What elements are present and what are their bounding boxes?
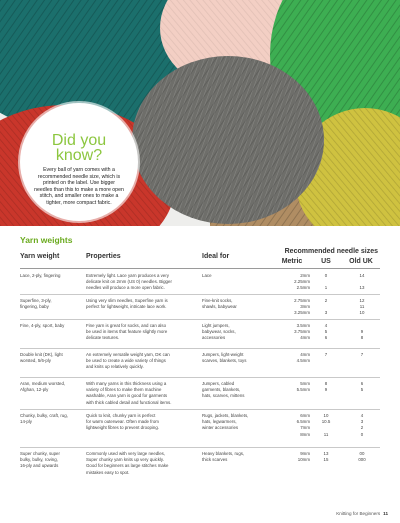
us-size-line: 15 [323, 457, 329, 463]
row-divider [20, 447, 380, 448]
yarn-type-line: Superfine, 3-ply, [20, 298, 52, 303]
metric-size-line: 5.5mm [296, 387, 310, 393]
properties-line: delicate textures. [86, 335, 120, 341]
uk-size-line: 00 [359, 451, 365, 456]
us-size-line: 13 [323, 451, 329, 456]
us-size-line: 8 [324, 381, 328, 386]
ideal-for-line: shawls, babywear [202, 304, 237, 310]
properties-line: mistakes easy to spot. [86, 469, 130, 475]
uk-size-line: 7 [360, 352, 364, 357]
properties-cell [86, 381, 198, 406]
us-size-line: 6 [324, 335, 328, 341]
ideal-for-line: garments, blankets, [202, 387, 241, 393]
properties-cell [86, 451, 198, 476]
us-size-line: 10.5 [321, 419, 331, 425]
us-size-line: 1 [324, 285, 328, 291]
row-divider [20, 348, 380, 349]
metric-size-cell [270, 413, 310, 438]
uk-size-cell [350, 381, 374, 393]
ideal-for-line: winter accessories [202, 425, 239, 431]
properties-line: for warm outerwear. Often made from [86, 419, 159, 425]
yarn-type-line: 14-ply [20, 419, 32, 425]
metric-size-cell [270, 381, 310, 393]
ideal-for-line: accessories [202, 335, 226, 341]
uk-size-line: 6 [360, 381, 364, 386]
properties-cell [86, 323, 198, 342]
us-size-line: 3 [324, 310, 328, 316]
yarn-type-cell [20, 298, 84, 310]
properties-line: be used in items that feature slightly more [86, 329, 168, 335]
yarn-type-cell [20, 352, 84, 364]
yarn-type-line: Fine, 4-ply, sport, baby [20, 323, 65, 328]
header-properties: Properties [86, 253, 121, 260]
metric-size-cell [270, 298, 310, 317]
row-divider [20, 409, 380, 410]
page-number: 11 [383, 511, 388, 516]
us-size-cell [318, 413, 334, 438]
callout-title-line-1: Did you [51, 132, 107, 149]
us-size-line: 7 [324, 352, 328, 357]
yarn-type-line: bulky, bulky, roving, [20, 457, 58, 463]
ideal-for-line: Light jumpers, [202, 323, 230, 328]
uk-size-line: 8 [360, 335, 364, 341]
properties-cell [86, 298, 198, 310]
ideal-for-line: Jumpers, cabled [202, 381, 235, 386]
yarn-type-cell [20, 323, 84, 329]
ideal-for-line: thick scarves [202, 457, 228, 463]
footer-text: Knitting for Beginners [336, 511, 381, 516]
yarn-type-cell [20, 451, 84, 470]
us-size-line: 2 [324, 298, 328, 303]
header-old-uk: Old UK [349, 258, 373, 265]
ideal-for-line: babywear, socks, [202, 329, 236, 335]
row-divider [20, 377, 380, 378]
yarn-type-line: Afghan, 12-ply [20, 387, 49, 393]
uk-size-line: 14 [359, 273, 365, 278]
ideal-for-line: Lace [202, 273, 212, 278]
metric-size-cell [270, 273, 310, 292]
ideal-for-line: Heavy blankets, rugs, [202, 451, 245, 456]
properties-cell [86, 273, 198, 292]
uk-size-line: 0 [360, 431, 364, 437]
metric-size-line: 3.75mm [294, 329, 310, 335]
header-yarn-weight: Yarn weight [20, 253, 60, 260]
uk-size-line [350, 358, 374, 364]
metric-size-cell [270, 323, 310, 342]
properties-line: needles will produce a more open fabric. [86, 285, 165, 291]
ideal-for-line: Rugs, jackets, blankets, [202, 413, 249, 418]
ideal-for-line: scarves, blankets, toys [202, 358, 247, 364]
ideal-for-line: hats, legwarmers, [202, 419, 237, 425]
yarn-type-cell [20, 273, 84, 279]
ideal-for-cell [202, 298, 264, 310]
metric-size-line: 2.5mm [296, 285, 310, 291]
metric-size-line: 4mm [300, 352, 310, 357]
metric-size-line: 6.5mm [296, 419, 310, 425]
uk-size-line: 5 [360, 387, 364, 393]
metric-size-cell [270, 352, 310, 364]
yarn-type-line: 16-ply and upwards [20, 463, 59, 469]
properties-line: Using very slim needles, Superfine yarn is [86, 298, 168, 303]
header-rule [20, 268, 380, 269]
uk-size-line: 10 [359, 310, 365, 316]
metric-size-line: 6mm [300, 413, 310, 418]
uk-size-cell [350, 323, 374, 342]
metric-size-line: 4mm [300, 335, 310, 341]
uk-size-line: 12 [359, 298, 365, 303]
properties-line: Extremely light. Lace yarn produces a very [86, 273, 169, 278]
ideal-for-cell [202, 381, 264, 400]
ideal-for-cell [202, 273, 264, 279]
uk-size-cell [350, 352, 374, 364]
us-size-cell [318, 352, 334, 364]
metric-size-line: 3.25mm [294, 310, 310, 316]
properties-line: Quick to knit, chunky yarn is perfect [86, 413, 156, 418]
yarn-type-line: fingering, baby [20, 304, 49, 310]
yarn-type-cell [20, 413, 84, 425]
section-title: Yarn weights [20, 235, 73, 245]
uk-size-line: 000 [358, 457, 366, 463]
ideal-for-cell [202, 451, 264, 463]
properties-line: with thick cabled detail and functional items. [86, 399, 172, 405]
uk-size-line: 3 [360, 419, 364, 425]
properties-line: Good for beginners as large stitches make [86, 463, 169, 469]
metric-size-line: 10mm [297, 457, 310, 463]
header-metric: Metric [281, 258, 303, 265]
properties-line: With many yarns in this thickness using a [86, 381, 167, 386]
metric-size-line: 9mm [300, 451, 310, 456]
us-size-line: 11 [323, 431, 329, 437]
ideal-for-cell [202, 352, 264, 364]
yarn-type-line: Chunky, bulky, craft, rug, [20, 413, 68, 418]
yarn-type-line: Lace, 2-ply, fingering [20, 273, 61, 278]
properties-line: and knits up relatively quickly. [86, 364, 144, 370]
metric-size-line: 7mm [300, 425, 310, 431]
ideal-for-line: Jumpers, light-weight [202, 352, 244, 357]
properties-line: washable, Aran yarn is good for garments [86, 393, 168, 399]
header-needle-sizes: Recommended needle sizes [284, 248, 378, 255]
uk-size-line: 13 [359, 285, 365, 291]
properties-cell [86, 352, 198, 371]
ideal-for-line: hats, scarves, mittens [202, 393, 245, 399]
uk-size-cell [350, 451, 374, 463]
us-size-cell [318, 381, 334, 393]
metric-size-line: 8mm [300, 431, 310, 437]
us-size-line [318, 358, 334, 364]
properties-line: perfect for lightweight, intricate lace work. [86, 304, 167, 310]
properties-line: Commonly used with very large needles, [86, 451, 166, 456]
metric-size-cell [270, 451, 310, 463]
uk-size-cell [350, 413, 374, 438]
us-size-cell [318, 451, 334, 463]
us-size-cell [318, 273, 334, 292]
us-size-line: 10 [323, 413, 329, 418]
ideal-for-cell [202, 323, 264, 342]
properties-cell [86, 413, 198, 432]
uk-size-cell [350, 298, 374, 317]
yarn-type-cell [20, 381, 84, 393]
ideal-for-cell [202, 413, 264, 432]
properties-line: An extremely versatile weight yarn, DK can [86, 352, 170, 357]
uk-size-line: 11 [359, 304, 365, 310]
did-you-know-callout [20, 103, 138, 221]
row-divider [20, 319, 380, 320]
yarn-type-line: Super chunky, super [20, 451, 60, 456]
callout-title [20, 133, 138, 163]
us-size-line: 4 [324, 323, 328, 328]
us-size-cell [318, 323, 334, 342]
header-ideal-for: Ideal for [202, 253, 230, 260]
yarn-photo [0, 0, 400, 226]
metric-size-line: 3mm [300, 304, 310, 310]
metric-size-line: 4.5mm [296, 358, 310, 364]
row-divider [20, 294, 380, 295]
header-us: US [321, 258, 331, 265]
metric-size-line: 5mm [300, 381, 310, 386]
yarn-type-line: worsted, 5/6-ply [20, 358, 51, 364]
uk-size-line: 2 [360, 425, 364, 431]
callout-text: Every ball of yarn comes with a recommended needle size, which is printed on the label. Use bigger needles than this to make a more open stitch, and smaller ones to make a tighter, more compact fabric. [34, 167, 124, 206]
properties-line: be used to create a wide variety of things [86, 358, 166, 364]
metric-size-line: 2mm [300, 273, 310, 278]
uk-size-cell [350, 273, 374, 292]
yarn-type-line: Double knit (DK), light [20, 352, 63, 357]
uk-size-line: 9 [360, 329, 364, 335]
metric-size-line: 3.5mm [296, 323, 310, 328]
us-size-line: 0 [324, 273, 328, 278]
properties-line: delicate knit on 2mm (US 0) needles. Bigger [86, 279, 172, 285]
yarn-type-line: Aran, medium worsted, [20, 381, 66, 386]
us-size-cell [318, 298, 334, 317]
properties-line: Super chunky yarn knits up very quickly. [86, 457, 165, 463]
ideal-for-line: Fine-knit socks, [202, 298, 233, 303]
us-size-line: 9 [324, 387, 328, 393]
uk-size-line: 4 [360, 413, 364, 418]
properties-line: lightweight fibres to prevent drooping. [86, 425, 159, 431]
us-size-line: 5 [324, 329, 328, 335]
metric-size-line: 2.75mm [294, 298, 310, 303]
properties-line: Fine yarn is great for socks, and can also [86, 323, 167, 328]
callout-title-line-2: know? [55, 147, 103, 164]
properties-line: variety of fibres to make them machine [86, 387, 162, 393]
metric-size-line: 2.25mm [294, 279, 310, 285]
page-footer [336, 511, 388, 516]
